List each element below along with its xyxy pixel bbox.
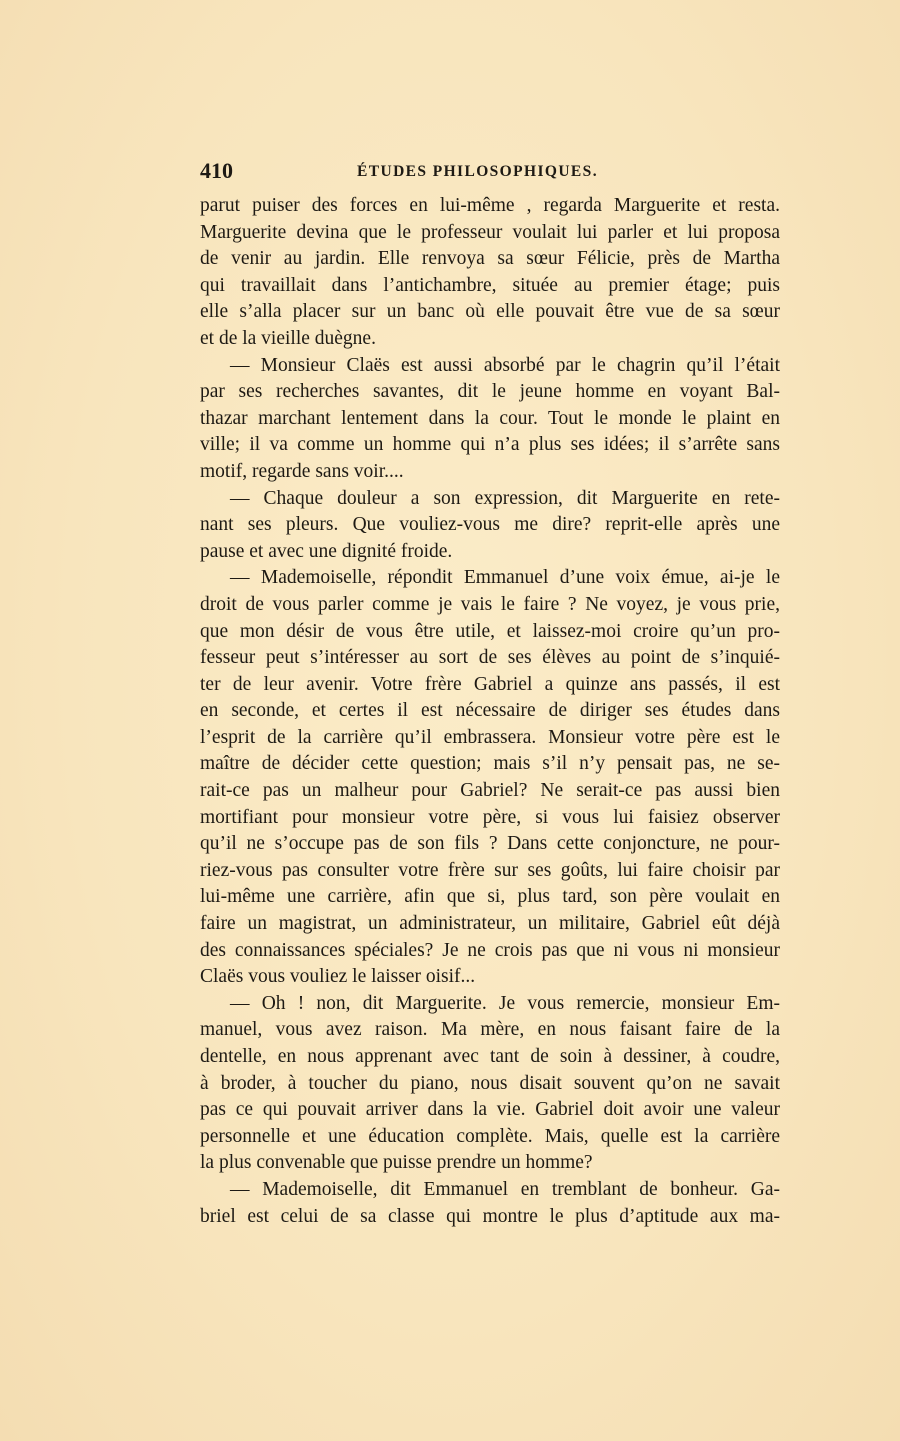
- text-line: riez-vous pas consulter votre frère sur ses goûts, lui faire choisir par: [200, 859, 780, 881]
- text-line: — Monsieur Claës est aussi absorbé par le chagrin qu’il l’était: [230, 354, 780, 376]
- text-line: en seconde, et certes il est nécessaire de diriger ses études dans: [200, 700, 780, 722]
- text-line: personnelle et une éducation complète. Mais, quelle est la carrière: [200, 1125, 780, 1147]
- body-text: [200, 193, 780, 1230]
- text-line: elle s’alla placer sur un banc où elle pouvait être vue de sa sœur: [200, 301, 780, 323]
- text-line: motif, regarde sans voir....: [200, 460, 404, 482]
- page-header: [200, 158, 780, 186]
- text-line: qu’il ne s’occupe pas de son fils ? Dans cette conjoncture, ne pour-: [200, 833, 780, 855]
- text-line: dentelle, en nous apprenant avec tant de soin à dessiner, à coudre,: [200, 1046, 780, 1067]
- text-line: Claës vous vouliez le laisser oisif...: [200, 966, 476, 988]
- text-line: mortifiant pour monsieur votre père, si vous lui faisiez observer: [200, 806, 780, 828]
- text-line: à broder, à toucher du piano, nous disait souvent qu’on ne savait: [200, 1072, 780, 1094]
- text-line: que mon désir de vous être utile, et laissez-moi croire qu’un pro-: [200, 620, 780, 642]
- text-line: — Mademoiselle, dit Emmanuel en tremblant de bonheur. Ga-: [230, 1178, 780, 1200]
- text-line: ter de leur avenir. Votre frère Gabriel a quinze ans passés, il est: [200, 673, 780, 695]
- text-line: faire un magistrat, un administrateur, un militaire, Gabriel eût déjà: [200, 913, 780, 935]
- text-line: pas ce qui pouvait arriver dans la vie. Gabriel doit avoir une valeur: [200, 1099, 780, 1121]
- text-line: et de la vieille duègne.: [200, 327, 376, 349]
- text-line: lui-même une carrière, afin que si, plus tard, son père voulait en: [200, 886, 780, 908]
- page-number: 410: [200, 158, 233, 183]
- text-line: qui travaillait dans l’antichambre, située au premier étage; puis: [200, 274, 780, 296]
- text-line: Marguerite devina que le professeur voulait lui parler et lui proposa: [200, 221, 780, 243]
- text-line: pause et avec une dignité froide.: [200, 540, 453, 562]
- text-line: parut puiser des forces en lui-même , regarda Marguerite et resta.: [200, 195, 780, 216]
- text-line: par ses recherches savantes, dit le jeune homme en voyant Bal-: [200, 381, 780, 403]
- text-line: nant ses pleurs. Que vouliez-vous me dire? reprit-elle après une: [200, 514, 780, 536]
- text-line: des connaissances spéciales? Je ne crois pas que ni vous ni monsieur: [200, 939, 780, 961]
- text-line: l’esprit de la carrière qu’il embrassera. Monsieur votre père est le: [200, 726, 780, 748]
- text-line: thazar marchant lentement dans la cour. Tout le monde le plaint en: [200, 407, 780, 429]
- text-line: rait-ce pas un malheur pour Gabriel? Ne serait-ce pas aussi bien: [200, 780, 780, 802]
- text-line: — Oh ! non, dit Marguerite. Je vous remercie, monsieur Em-: [230, 992, 780, 1014]
- text-line: ville; il va comme un homme qui n’a plus ses idées; il s’arrête sans: [200, 434, 780, 456]
- text-line: droit de vous parler comme je vais le faire ? Ne voyez, je vous prie,: [200, 593, 780, 615]
- running-head: ÉTUDES PHILOSOPHIQUES.: [357, 163, 598, 180]
- text-line: de venir au jardin. Elle renvoya sa sœur Félicie, près de Martha: [200, 248, 780, 270]
- text-line: fesseur peut s’intéresser au sort de ses élèves au point de s’inquié-: [200, 647, 780, 669]
- text-line: — Mademoiselle, répondit Emmanuel d’une voix émue, ai-je le: [230, 567, 780, 589]
- text-line: maître de décider cette question; mais s’il n’y pensait pas, ne se-: [200, 753, 780, 775]
- text-line: briel est celui de sa classe qui montre le plus d’aptitude aux ma-: [200, 1205, 780, 1227]
- text-line: — Chaque douleur a son expression, dit Marguerite en rete-: [230, 487, 780, 509]
- text-line: manuel, vous avez raison. Ma mère, en nous faisant faire de la: [200, 1019, 780, 1041]
- text-line: la plus convenable que puisse prendre un homme?: [200, 1152, 593, 1174]
